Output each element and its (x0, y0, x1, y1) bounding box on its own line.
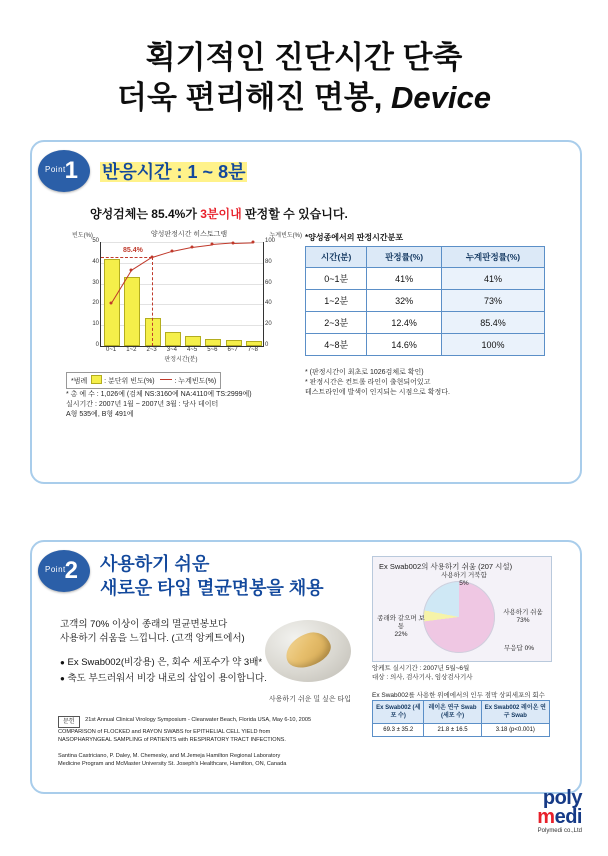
pie-label-difficult: 사용하기 거북함 5% (441, 572, 487, 587)
reference-line-4: Santina Castriciano, P. Daley, M. Chemesky, and M.Jemeja Hamilton Regional Laboratory (58, 753, 281, 759)
table-header-cell: 시간(분) (306, 247, 367, 268)
reference-block (58, 716, 350, 768)
chart-note-3: A형 535예, B형 491예 (66, 411, 134, 418)
table-row (306, 268, 545, 290)
company-logo (537, 789, 582, 834)
x-tick-label: 2~3 (146, 347, 157, 353)
header-text: Ex Swab002 (세포 수) (376, 705, 421, 719)
legend-line-label: : 누계빈도(%) (174, 378, 217, 385)
table-cell: 41% (441, 268, 544, 290)
point2-heading (100, 552, 324, 600)
table-cell: 41% (367, 268, 442, 290)
table-cell: 32% (367, 290, 442, 312)
bullet-text: 축도 부드러워서 비강 내로의 삽입이 용이합니다. (67, 673, 267, 684)
table-header-cell (481, 701, 549, 724)
logo-line-2 (537, 808, 582, 827)
table-header-cell: 판정률(%) (367, 247, 442, 268)
point2-body (60, 618, 245, 646)
list-item (60, 671, 267, 687)
cumulative-point (251, 241, 254, 244)
y-tick-right: 20 (265, 321, 272, 328)
bullet-icon: ● (60, 674, 65, 683)
header-text: 레이온 연구 Swab (세포 수) (428, 705, 477, 719)
point2-body-line-1: 고객의 70% 이상이 종래의 멸균면봉보다 (60, 619, 228, 630)
cumulative-line-segment (192, 244, 212, 248)
legend-title: *범례 (71, 378, 88, 385)
table-header-row (373, 701, 550, 724)
distribution-table (305, 246, 545, 356)
cumulative-point (130, 269, 133, 272)
y-tick-right: 40 (265, 300, 272, 307)
y-tick-right: 80 (265, 258, 272, 265)
x-tick-label: 6~7 (227, 347, 238, 353)
x-tick-label: 0~1 (106, 347, 117, 353)
chart-bar (185, 336, 201, 346)
point2-bullet-list (60, 655, 267, 687)
title-line-2-text: 더욱 편리해진 면봉, (117, 80, 392, 115)
legend-bar-label: : 분단위 빈도(%) (104, 378, 155, 385)
annotation-label: 85.4% (123, 247, 143, 255)
point1-subline-post: 판정할 수 있습니다. (241, 207, 348, 221)
list-item (60, 655, 267, 671)
y-tick-left: 50 (92, 238, 99, 244)
cumulative-point (191, 245, 194, 248)
point2-badge-label: Point (45, 565, 66, 574)
x-tick-label: 3~4 (166, 347, 177, 353)
distribution-table-notes (305, 368, 550, 398)
point1-subline-emphasis: 3분이내 (200, 207, 242, 221)
table-row (373, 724, 550, 737)
table-header-row (306, 247, 545, 268)
table-cell: 100% (441, 334, 544, 356)
title-line-2 (0, 78, 608, 118)
bullet-icon: ● (60, 658, 65, 667)
distribution-table-title: *양성종에서의 판정시간분포 (305, 233, 404, 242)
cumulative-line-segment (172, 247, 192, 252)
y-tick-right: 100 (265, 238, 276, 244)
y-tick-left: 10 (92, 321, 99, 328)
table-cell: 21.8 ± 16.5 (424, 724, 481, 737)
logo-line-1: poly (542, 787, 582, 809)
cumulative-line-segment (152, 251, 173, 258)
bullet-text: Ex Swab002(비강용) 은, 회수 세포수가 약 3배* (67, 657, 263, 668)
chart-title: 양성판정시간 히스토그램 (150, 231, 228, 238)
cumulative-point (170, 249, 173, 252)
table-cell: 4~8분 (306, 334, 367, 356)
reference-tag: 문헌 (58, 716, 80, 728)
table-cell: 69.3 ± 35.2 (373, 724, 424, 737)
x-tick-label: 7~8 (247, 347, 258, 353)
point2-heading-line-1: 사용하기 쉬운 (100, 554, 210, 574)
annotation-hline (101, 257, 152, 258)
chart-note-2: 실시기간 : 2007년 1월 ~ 2007년 3월 : 당사 데이터 (66, 401, 219, 408)
table-header-cell (373, 701, 424, 724)
pie-notes (372, 664, 552, 682)
pie-graphic (423, 581, 495, 653)
y-tick-left: 0 (95, 342, 99, 348)
chart-note-1: * 총 예 수 : 1,026예 (검체 NS:3160예 NA:4110예 TS:2999예) (66, 391, 252, 398)
chart-bar (124, 277, 140, 346)
table-note-1: * (판정시간이 최초로 1026검체로 확인) (305, 369, 424, 376)
annotation-vline (152, 257, 153, 346)
cumulative-point (110, 302, 113, 305)
page-title (0, 38, 608, 118)
table-row (306, 312, 545, 334)
logo-edi: edi (554, 806, 582, 828)
table-note-2: * 판정시간은 컨트롤 라인이 출현되어있고 (305, 379, 431, 386)
point1-heading-text: 반응시간 : 1 ~ 8분 (102, 162, 246, 182)
table-cell: 73% (441, 290, 544, 312)
y-tick-left: 40 (92, 258, 99, 265)
chart-bar (226, 340, 242, 346)
x-tick-label: 1~2 (126, 347, 137, 353)
point1-heading (100, 158, 247, 184)
usability-pie-chart (372, 556, 552, 662)
title-device-word: Device (391, 80, 491, 115)
reference-line-5: Medicine Program and McMaster University St. Joseph's Healthcare, Hamilton, ON, Canada (58, 761, 287, 767)
logo-m: m (537, 806, 555, 828)
pie-note-1: 앙케트 실시기간 : 2007년 5월~6월 (372, 665, 470, 672)
reference-body (58, 717, 311, 767)
table-cell: 12.4% (367, 312, 442, 334)
cumulative-line-segment (233, 242, 253, 244)
x-tick-label: 4~5 (187, 347, 198, 353)
table-row (306, 290, 545, 312)
chart-plot-area (92, 238, 276, 353)
chart-ylabel-left: 빈도(%) (72, 233, 93, 239)
swab-photo (265, 620, 351, 682)
table-cell: 2~3분 (306, 312, 367, 334)
cumulative-point (231, 241, 234, 244)
table-cell: 0~1분 (306, 268, 367, 290)
header-text: Ex Swab002 레이온 연구 Swab (484, 705, 546, 719)
pie-label-noresponse: 무응답 0% (503, 645, 535, 652)
pie-title: Ex Swab002의 사용하기 쉬움 (207 시설) (379, 562, 513, 571)
point2-heading-line-2: 새로운 타입 멸균면봉을 채용 (100, 578, 324, 598)
point2-badge (38, 550, 90, 592)
chart-notes (66, 390, 252, 420)
reference-line-3: NASOPHARYNGEAL SAMPLING of PATIENTS with RESPIRATORY TRACT INFECTIONS. (58, 737, 286, 743)
chart-legend (66, 372, 221, 389)
point1-badge-label: Point (45, 165, 66, 174)
swab-photo-caption: 사용하기 쉬운 밀 싶은 타입 (268, 696, 352, 703)
point1-badge-number: 1 (64, 157, 78, 184)
cumulative-line-segment (131, 257, 152, 271)
chart-ylabel-right: 누계빈도(%) (269, 233, 302, 239)
y-tick-right: 60 (265, 279, 272, 286)
table-row (306, 334, 545, 356)
cumulative-point (211, 243, 214, 246)
chart-bar (145, 318, 161, 346)
reference-line-1: 21st Annual Clinical Virology Symposium - Clearwater Beach, Florida USA, May 6-10, 2005 (85, 717, 312, 723)
gridline (101, 263, 263, 264)
point1-badge (38, 150, 90, 192)
logo-tagline: Polymedi co.,Ltd (537, 828, 582, 834)
y-tick-right: 0 (265, 342, 269, 348)
table-cell: 85.4% (441, 312, 544, 334)
chart-bar (165, 332, 181, 346)
cellyield-table-title: Ex Swab002를 사용한 위에에서의 인두 점막 상피세포의 회수 (372, 692, 545, 699)
table-cell: 14.6% (367, 334, 442, 356)
swab-tip (281, 628, 335, 673)
x-tick-label: 5~6 (207, 347, 218, 353)
legend-line-swatch (160, 379, 172, 380)
table-header-cell: 누계판정률(%) (441, 247, 544, 268)
table-cell: 3.18 (p<0.001) (481, 724, 549, 737)
y-tick-left: 20 (92, 300, 99, 307)
point1-subline (90, 205, 348, 222)
pie-note-2: 대상 : 의사, 검사기사, 임상검사기사 (372, 674, 473, 681)
cumulative-line-segment (212, 243, 232, 246)
chart-xlabel: 판정시간(분) (164, 357, 198, 363)
table-note-3: 테스트라인에 발색이 인지되는 시점으로 확정다. (305, 389, 450, 396)
reference-line-2: COMPARISON of FLOCKED and RAYON SWABS for EPITHELIAL CELL YIELD from (58, 729, 271, 735)
chart-bar (246, 341, 262, 346)
legend-bar-swatch (91, 375, 102, 384)
chart-bar (205, 339, 221, 346)
point2-body-line-2: 사용하기 쉬움을 느낍니다. (고객 앙케트에서) (60, 633, 245, 644)
title-line-1: 획기적인 진단시간 단축 (145, 40, 463, 75)
histogram-chart (72, 231, 302, 368)
table-cell: 1~2분 (306, 290, 367, 312)
pie-label-easy: 사용하기 쉬움 73% (503, 609, 543, 624)
y-tick-left: 30 (92, 279, 99, 286)
cellyield-table (372, 700, 550, 737)
point1-subline-pre: 양성검체는 85.4%가 (90, 207, 201, 221)
point2-badge-number: 2 (64, 557, 78, 584)
pie-label-normal: 종래와 같으며 보통 22% (377, 615, 425, 638)
table-header-cell (424, 701, 481, 724)
